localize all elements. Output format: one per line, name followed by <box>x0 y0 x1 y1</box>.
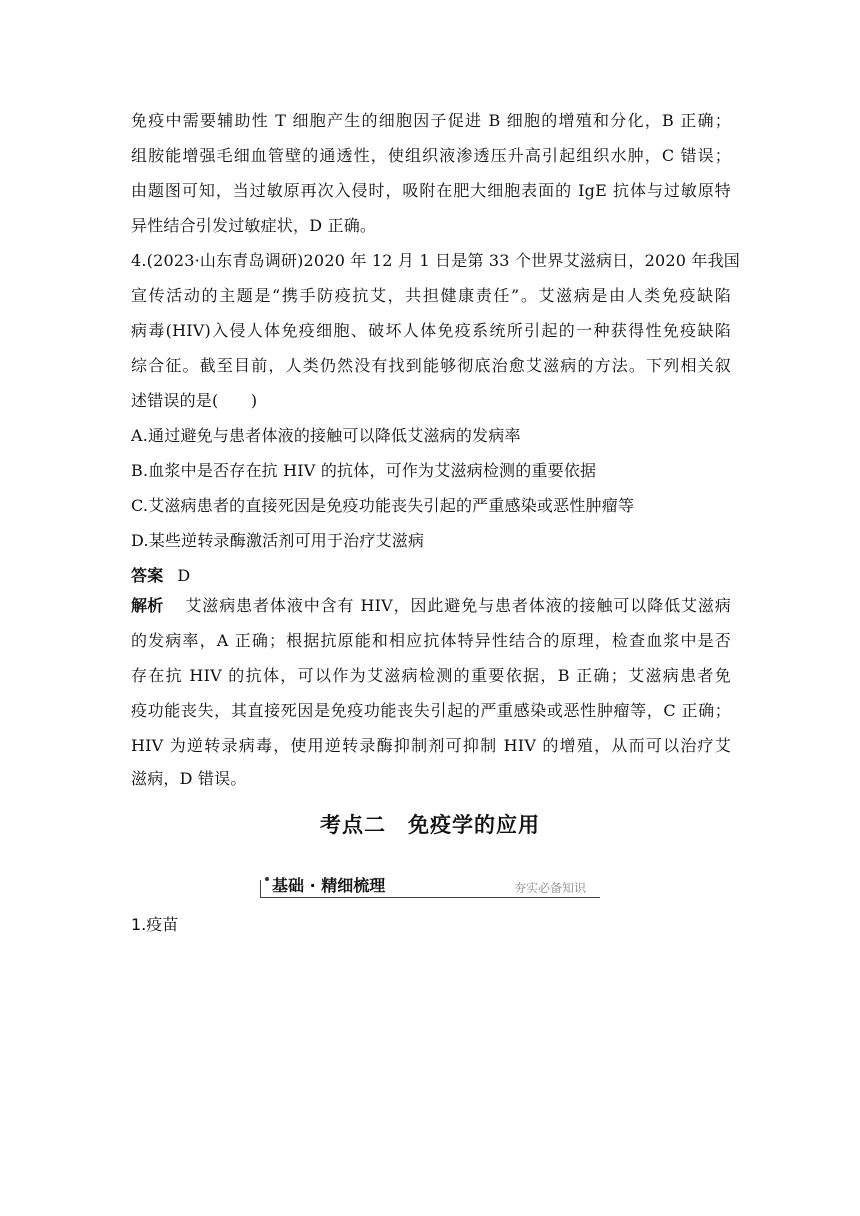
analysis-line: 疫功能丧失，其直接死因是免疫功能丧失引起的严重感染或恶性肿瘤等，C 正确； <box>131 701 731 720</box>
analysis-line: 存在抗 HIV 的抗体，可以作为艾滋病检测的重要依据，B 正确；艾滋病患者免 <box>131 666 731 685</box>
question-stem-line: 述错误的是( ) <box>131 391 258 410</box>
section-banner <box>260 872 600 898</box>
option-c: C.艾滋病患者的直接死因是免疫功能丧失引起的严重感染或恶性肿瘤等 <box>131 496 635 515</box>
section-heading: 考点二 免疫学的应用 <box>320 813 540 837</box>
analysis-first-line <box>131 595 731 617</box>
bullet-dot-icon <box>265 877 269 881</box>
option-b: B.血浆中是否存在抗 HIV 的抗体，可作为艾滋病检测的重要依据 <box>131 461 597 480</box>
answer-line <box>131 565 731 587</box>
analysis-line: 的发病率，A 正确；根据抗原能和相应抗体特异性结合的原理，检查血浆中是否 <box>131 631 731 650</box>
answer-value: D <box>177 566 191 585</box>
continuation-line: 异性结合引发过敏症状，D 正确。 <box>131 216 377 235</box>
list-item-vaccine: 1.疫苗 <box>131 915 179 934</box>
question-stem-line: 4.(2023·山东青岛调研)2020 年 12 月 1 日是第 33 个世界艾滋病日，2020 年我国 <box>131 251 740 270</box>
analysis-line: 滋病，D 错误。 <box>131 769 247 788</box>
banner-title: 基础 · 精细梳理 <box>272 876 386 895</box>
banner-tick <box>260 880 261 898</box>
question-stem-line: 病毒(HIV)入侵人体免疫细胞、破坏人体免疫系统所引起的一种获得性免疫缺陷 <box>131 321 731 340</box>
option-a: A.通过避免与患者体液的接触可以降低艾滋病的发病率 <box>131 426 521 445</box>
question-stem-line: 宣传活动的主题是“携手防疫抗艾，共担健康责任”。艾滋病是由人类免疫缺陷 <box>131 286 731 305</box>
banner-underline <box>260 897 600 898</box>
question-stem-line: 综合征。截至目前，人类仍然没有找到能够彻底治愈艾滋病的方法。下列相关叙 <box>131 356 731 375</box>
continuation-line: 组胺能增强毛细血管壁的通透性，使组织液渗透压升高引起组织水肿，C 错误； <box>131 146 731 165</box>
analysis-line: HIV 为逆转录病毒，使用逆转录酶抑制剂可抑制 HIV 的增殖，从而可以治疗艾 <box>131 736 731 755</box>
continuation-line: 免疫中需要辅助性 T 细胞产生的细胞因子促进 B 细胞的增殖和分化，B 正确； <box>131 111 731 130</box>
option-d: D.某些逆转录酶激活剂可用于治疗艾滋病 <box>131 531 425 550</box>
continuation-line: 由题图可知，当过敏原再次入侵时，吸附在肥大细胞表面的 IgE 抗体与过敏原特 <box>131 181 731 200</box>
analysis-label: 解析 <box>131 596 164 615</box>
analysis-text: 艾滋病患者体液中含有 HIV，因此避免与患者体液的接触可以降低艾滋病 <box>185 596 731 615</box>
banner-subtitle: 夯实必备知识 <box>513 881 586 895</box>
answer-label: 答案 <box>131 566 164 585</box>
